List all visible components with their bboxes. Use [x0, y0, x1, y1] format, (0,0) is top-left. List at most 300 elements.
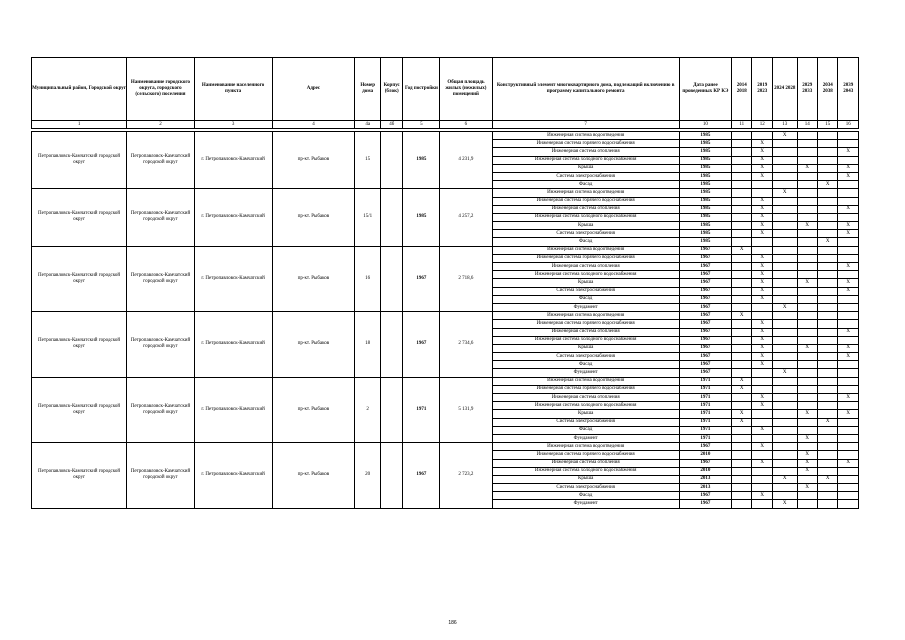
- period-mark-cell: [772, 492, 797, 500]
- settlement-cell: Петропавловск-Камчатский городской округ: [127, 312, 195, 378]
- period-mark-cell: [732, 164, 752, 172]
- block-cell: [380, 377, 403, 443]
- period-mark-cell: X: [752, 394, 772, 402]
- period-mark-cell: [797, 369, 817, 377]
- period-mark-cell: [732, 197, 752, 205]
- table-row: [32, 132, 859, 140]
- column-header: Конструктивный элемент многоквартирного дома, подлежащий включению в программу капитального ремонта: [492, 58, 679, 121]
- period-mark-cell: X: [752, 336, 772, 344]
- period-mark-cell: [817, 213, 837, 221]
- prior-repair-date-cell: 1967: [679, 336, 731, 344]
- element-cell: Фасад: [492, 492, 679, 500]
- period-mark-cell: [838, 140, 859, 148]
- element-cell: Инженерная система водоотведения: [492, 246, 679, 254]
- period-mark-cell: X: [838, 263, 859, 271]
- district-cell: Петропавловск-Камчатский городской округ: [32, 312, 127, 378]
- period-mark-cell: [817, 492, 837, 500]
- period-mark-cell: [772, 156, 797, 164]
- element-cell: Система электроснабжения: [492, 287, 679, 295]
- period-mark-cell: X: [797, 279, 817, 287]
- element-cell: Система электроснабжения: [492, 484, 679, 492]
- period-mark-cell: [838, 312, 859, 320]
- prior-repair-date-cell: 1985: [679, 222, 731, 230]
- address-cell: пр-кт. Рыбаков: [272, 246, 355, 312]
- period-mark-cell: [752, 484, 772, 492]
- period-mark-cell: [732, 287, 752, 295]
- period-mark-cell: [772, 148, 797, 156]
- period-mark-cell: [797, 246, 817, 254]
- page-number: 186: [448, 620, 457, 626]
- period-mark-cell: [838, 336, 859, 344]
- element-cell: Инженерная система горячего водоснабжения: [492, 320, 679, 328]
- prior-repair-date-cell: 1971: [679, 410, 731, 418]
- house-number-cell: 16: [355, 246, 381, 312]
- period-mark-cell: [838, 303, 859, 311]
- period-mark-cell: [772, 181, 797, 189]
- settlement-cell: Петропавловск-Камчатский городской округ: [127, 132, 195, 189]
- period-mark-cell: X: [752, 271, 772, 279]
- period-mark-cell: [732, 467, 752, 475]
- element-cell: Крыша: [492, 344, 679, 352]
- period-mark-cell: [817, 402, 837, 410]
- prior-repair-date-cell: 1985: [679, 164, 731, 172]
- period-mark-cell: [817, 426, 837, 434]
- prior-repair-date-cell: 1967: [679, 353, 731, 361]
- period-mark-cell: X: [752, 222, 772, 230]
- period-mark-cell: [752, 500, 772, 508]
- period-mark-cell: [817, 344, 837, 352]
- prior-repair-date-cell: 2010: [679, 451, 731, 459]
- period-mark-cell: [838, 475, 859, 483]
- period-mark-cell: [817, 434, 837, 442]
- period-mark-cell: X: [838, 394, 859, 402]
- period-mark-cell: X: [817, 181, 837, 189]
- period-mark-cell: [772, 140, 797, 148]
- period-mark-cell: [752, 181, 772, 189]
- prior-repair-date-cell: 1971: [679, 426, 731, 434]
- period-mark-cell: [817, 320, 837, 328]
- prior-repair-date-cell: 1971: [679, 377, 731, 385]
- period-mark-cell: [732, 156, 752, 164]
- period-mark-cell: [752, 246, 772, 254]
- column-header: Год постройки: [403, 58, 440, 121]
- period-mark-cell: X: [817, 475, 837, 483]
- period-mark-cell: [838, 377, 859, 385]
- period-mark-cell: [772, 312, 797, 320]
- period-mark-cell: [732, 271, 752, 279]
- period-mark-cell: X: [752, 279, 772, 287]
- prior-repair-date-cell: 2013: [679, 484, 731, 492]
- element-cell: Инженерная система отопления: [492, 148, 679, 156]
- element-cell: Фасад: [492, 295, 679, 303]
- column-number: 10: [679, 121, 731, 129]
- column-header: 2029 2033: [797, 58, 817, 121]
- period-mark-cell: X: [752, 426, 772, 434]
- column-number: 1: [32, 121, 127, 129]
- period-mark-cell: X: [752, 156, 772, 164]
- period-mark-cell: [817, 295, 837, 303]
- period-mark-cell: [817, 222, 837, 230]
- prior-repair-date-cell: 1985: [679, 205, 731, 213]
- district-cell: Петропавловск-Камчатский городской округ: [32, 246, 127, 312]
- period-mark-cell: X: [772, 189, 797, 197]
- period-mark-cell: X: [838, 410, 859, 418]
- period-mark-cell: X: [752, 361, 772, 369]
- period-mark-cell: [732, 222, 752, 230]
- period-mark-cell: [817, 148, 837, 156]
- period-mark-cell: [752, 418, 772, 426]
- period-mark-cell: [732, 140, 752, 148]
- period-mark-cell: [817, 377, 837, 385]
- prior-repair-date-cell: 1967: [679, 279, 731, 287]
- column-number: 7: [492, 121, 679, 129]
- period-mark-cell: [732, 254, 752, 262]
- locality-cell: г. Петропавловск-Камчатский: [194, 189, 272, 246]
- period-mark-cell: [797, 263, 817, 271]
- locality-cell: г. Петропавловск-Камчатский: [194, 443, 272, 509]
- element-cell: Инженерная система горячего водоснабжения: [492, 197, 679, 205]
- column-number: 15: [817, 121, 837, 129]
- address-cell: пр-кт. Рыбаков: [272, 312, 355, 378]
- table-body: [32, 121, 859, 509]
- period-mark-cell: X: [752, 148, 772, 156]
- district-cell: Петропавловск-Камчатский городской округ: [32, 189, 127, 246]
- period-mark-cell: [838, 361, 859, 369]
- element-cell: Система электроснабжения: [492, 353, 679, 361]
- period-mark-cell: [817, 197, 837, 205]
- period-mark-cell: [797, 132, 817, 140]
- period-mark-cell: X: [838, 164, 859, 172]
- period-mark-cell: [817, 459, 837, 467]
- element-cell: Фундамент: [492, 500, 679, 508]
- prior-repair-date-cell: 1985: [679, 148, 731, 156]
- period-mark-cell: [817, 353, 837, 361]
- prior-repair-date-cell: 1967: [679, 443, 731, 451]
- period-mark-cell: [838, 181, 859, 189]
- prior-repair-date-cell: 1985: [679, 132, 731, 140]
- period-mark-cell: [732, 426, 752, 434]
- element-cell: Крыша: [492, 410, 679, 418]
- block-cell: [380, 312, 403, 378]
- period-mark-cell: [817, 189, 837, 197]
- period-mark-cell: [797, 312, 817, 320]
- column-header: 2034 2038: [817, 58, 837, 121]
- period-mark-cell: [817, 467, 837, 475]
- prior-repair-date-cell: 1967: [679, 328, 731, 336]
- period-mark-cell: [772, 172, 797, 180]
- period-mark-cell: [838, 418, 859, 426]
- period-mark-cell: [732, 394, 752, 402]
- column-number: 4: [272, 121, 355, 129]
- period-mark-cell: X: [732, 385, 752, 393]
- area-cell: 4 231,9: [440, 132, 492, 189]
- prior-repair-date-cell: 1967: [679, 459, 731, 467]
- period-mark-cell: [817, 451, 837, 459]
- table-row: [32, 443, 859, 451]
- element-cell: Фундамент: [492, 369, 679, 377]
- period-mark-cell: [797, 181, 817, 189]
- period-mark-cell: [732, 451, 752, 459]
- period-mark-cell: [838, 434, 859, 442]
- prior-repair-date-cell: 1967: [679, 295, 731, 303]
- period-mark-cell: X: [732, 246, 752, 254]
- period-mark-cell: [797, 377, 817, 385]
- period-mark-cell: X: [817, 418, 837, 426]
- element-cell: Фасад: [492, 238, 679, 246]
- period-mark-cell: [838, 271, 859, 279]
- locality-cell: г. Петропавловск-Камчатский: [194, 132, 272, 189]
- column-number: 2: [127, 121, 195, 129]
- element-cell: Фасад: [492, 426, 679, 434]
- period-mark-cell: [797, 205, 817, 213]
- prior-repair-date-cell: 1967: [679, 271, 731, 279]
- column-number: 13: [772, 121, 797, 129]
- period-mark-cell: X: [838, 287, 859, 295]
- period-mark-cell: [732, 263, 752, 271]
- prior-repair-date-cell: 1967: [679, 263, 731, 271]
- prior-repair-date-cell: 1967: [679, 287, 731, 295]
- area-cell: 4 257,2: [440, 189, 492, 246]
- build-year-cell: 1985: [403, 132, 440, 189]
- locality-cell: г. Петропавловск-Камчатский: [194, 377, 272, 443]
- period-mark-cell: [838, 197, 859, 205]
- address-cell: пр-кт. Рыбаков: [272, 189, 355, 246]
- period-mark-cell: X: [838, 279, 859, 287]
- column-header: Дата ранее проведенных КР КЭ: [679, 58, 731, 121]
- element-cell: Система электроснабжения: [492, 418, 679, 426]
- period-mark-cell: [732, 443, 752, 451]
- period-mark-cell: X: [732, 418, 752, 426]
- period-mark-cell: [838, 132, 859, 140]
- prior-repair-date-cell: 2013: [679, 475, 731, 483]
- period-mark-cell: X: [838, 222, 859, 230]
- locality-cell: г. Петропавловск-Камчатский: [194, 246, 272, 312]
- block-cell: [380, 443, 403, 509]
- block-cell: [380, 246, 403, 312]
- period-mark-cell: [838, 246, 859, 254]
- period-mark-cell: [817, 156, 837, 164]
- element-cell: Инженерная система отопления: [492, 328, 679, 336]
- period-mark-cell: X: [752, 172, 772, 180]
- address-cell: пр-кт. Рыбаков: [272, 443, 355, 509]
- period-mark-cell: X: [838, 344, 859, 352]
- period-mark-cell: [772, 484, 797, 492]
- address-cell: пр-кт. Рыбаков: [272, 132, 355, 189]
- period-mark-cell: [838, 385, 859, 393]
- period-mark-cell: [817, 279, 837, 287]
- prior-repair-date-cell: 1985: [679, 230, 731, 238]
- period-mark-cell: X: [752, 213, 772, 221]
- period-mark-cell: [838, 320, 859, 328]
- column-header: Корпус (блок): [380, 58, 403, 121]
- period-mark-cell: [732, 213, 752, 221]
- element-cell: Инженерная система холодного водоснабжения: [492, 156, 679, 164]
- period-mark-cell: X: [838, 172, 859, 180]
- period-mark-cell: [817, 500, 837, 508]
- period-mark-cell: [817, 230, 837, 238]
- period-mark-cell: [797, 303, 817, 311]
- period-mark-cell: [772, 385, 797, 393]
- period-mark-cell: [752, 434, 772, 442]
- period-mark-cell: [732, 189, 752, 197]
- period-mark-cell: [752, 451, 772, 459]
- period-mark-cell: [772, 434, 797, 442]
- period-mark-cell: [732, 181, 752, 189]
- period-mark-cell: X: [752, 492, 772, 500]
- period-mark-cell: X: [797, 164, 817, 172]
- period-mark-cell: [797, 336, 817, 344]
- prior-repair-date-cell: 1985: [679, 197, 731, 205]
- period-mark-cell: [797, 426, 817, 434]
- period-mark-cell: [797, 353, 817, 361]
- period-mark-cell: [732, 328, 752, 336]
- period-mark-cell: [772, 361, 797, 369]
- element-cell: Инженерная система холодного водоснабжения: [492, 467, 679, 475]
- period-mark-cell: [772, 410, 797, 418]
- column-number: 3: [194, 121, 272, 129]
- period-mark-cell: [797, 394, 817, 402]
- table-row: [32, 377, 859, 385]
- period-mark-cell: [732, 303, 752, 311]
- period-mark-cell: [732, 132, 752, 140]
- element-cell: Крыша: [492, 222, 679, 230]
- period-mark-cell: X: [752, 328, 772, 336]
- settlement-cell: Петропавловск-Камчатский городской округ: [127, 189, 195, 246]
- period-mark-cell: [772, 320, 797, 328]
- period-mark-cell: [732, 279, 752, 287]
- period-mark-cell: [817, 287, 837, 295]
- period-mark-cell: X: [838, 205, 859, 213]
- period-mark-cell: [772, 394, 797, 402]
- period-mark-cell: [732, 295, 752, 303]
- period-mark-cell: X: [772, 475, 797, 483]
- period-mark-cell: X: [797, 467, 817, 475]
- district-cell: Петропавловск-Камчатский городской округ: [32, 377, 127, 443]
- period-mark-cell: X: [752, 197, 772, 205]
- period-mark-cell: [817, 443, 837, 451]
- period-mark-cell: [797, 475, 817, 483]
- column-number: 11: [732, 121, 752, 129]
- period-mark-cell: X: [752, 344, 772, 352]
- period-mark-cell: [838, 484, 859, 492]
- prior-repair-date-cell: 1971: [679, 418, 731, 426]
- period-mark-cell: [838, 492, 859, 500]
- period-mark-cell: X: [797, 434, 817, 442]
- prior-repair-date-cell: 1971: [679, 402, 731, 410]
- period-mark-cell: [797, 500, 817, 508]
- element-cell: Инженерная система отопления: [492, 205, 679, 213]
- prior-repair-date-cell: 1985: [679, 172, 731, 180]
- prior-repair-date-cell: 1971: [679, 434, 731, 442]
- column-header: Наименование городского округа, городского (сельского) поселения: [127, 58, 195, 121]
- period-mark-cell: [817, 164, 837, 172]
- period-mark-cell: [772, 205, 797, 213]
- period-mark-cell: [772, 328, 797, 336]
- build-year-cell: 1967: [403, 246, 440, 312]
- period-mark-cell: [732, 172, 752, 180]
- period-mark-cell: [772, 197, 797, 205]
- column-header: Общая площадь жилых (нежилых) помещений: [440, 58, 492, 121]
- period-mark-cell: [772, 263, 797, 271]
- prior-repair-date-cell: 1985: [679, 238, 731, 246]
- element-cell: Инженерная система горячего водоснабжения: [492, 254, 679, 262]
- period-mark-cell: X: [797, 484, 817, 492]
- period-mark-cell: [797, 213, 817, 221]
- period-mark-cell: [817, 303, 837, 311]
- program-table: [31, 57, 859, 509]
- period-mark-cell: [797, 328, 817, 336]
- period-mark-cell: X: [772, 500, 797, 508]
- period-mark-cell: [838, 467, 859, 475]
- period-mark-cell: [817, 172, 837, 180]
- settlement-cell: Петропавловск-Камчатский городской округ: [127, 246, 195, 312]
- period-mark-cell: [797, 271, 817, 279]
- prior-repair-date-cell: 1985: [679, 140, 731, 148]
- element-cell: Инженерная система водоотведения: [492, 377, 679, 385]
- column-header: Номер дома: [355, 58, 381, 121]
- settlement-cell: Петропавловск-Камчатский городской округ: [127, 443, 195, 509]
- element-cell: Инженерная система холодного водоснабжения: [492, 402, 679, 410]
- period-mark-cell: [752, 385, 772, 393]
- period-mark-cell: [838, 295, 859, 303]
- period-mark-cell: [797, 230, 817, 238]
- period-mark-cell: [732, 148, 752, 156]
- period-mark-cell: [752, 238, 772, 246]
- column-number-row: [32, 121, 859, 129]
- element-cell: Система электроснабжения: [492, 172, 679, 180]
- period-mark-cell: [817, 246, 837, 254]
- period-mark-cell: X: [752, 459, 772, 467]
- block-cell: [380, 189, 403, 246]
- element-cell: Крыша: [492, 164, 679, 172]
- period-mark-cell: [797, 492, 817, 500]
- element-cell: Крыша: [492, 279, 679, 287]
- element-cell: Инженерная система отопления: [492, 263, 679, 271]
- period-mark-cell: X: [752, 164, 772, 172]
- period-mark-cell: [732, 344, 752, 352]
- prior-repair-date-cell: 1967: [679, 369, 731, 377]
- prior-repair-date-cell: 1985: [679, 213, 731, 221]
- prior-repair-date-cell: 1967: [679, 361, 731, 369]
- period-mark-cell: [817, 394, 837, 402]
- period-mark-cell: [732, 353, 752, 361]
- prior-repair-date-cell: 1967: [679, 303, 731, 311]
- column-number: 4а: [355, 121, 381, 129]
- period-mark-cell: [772, 246, 797, 254]
- period-mark-cell: [817, 205, 837, 213]
- period-mark-cell: [732, 475, 752, 483]
- period-mark-cell: [838, 213, 859, 221]
- period-mark-cell: [772, 230, 797, 238]
- house-number-cell: 2: [355, 377, 381, 443]
- period-mark-cell: X: [797, 410, 817, 418]
- period-mark-cell: X: [797, 344, 817, 352]
- period-mark-cell: X: [752, 320, 772, 328]
- element-cell: Инженерная система водоотведения: [492, 443, 679, 451]
- period-mark-cell: [752, 475, 772, 483]
- period-mark-cell: X: [838, 328, 859, 336]
- period-mark-cell: [817, 328, 837, 336]
- period-mark-cell: [797, 418, 817, 426]
- period-mark-cell: [797, 443, 817, 451]
- prior-repair-date-cell: 1967: [679, 492, 731, 500]
- period-mark-cell: [817, 410, 837, 418]
- period-mark-cell: [838, 426, 859, 434]
- element-cell: Инженерная система холодного водоснабжения: [492, 336, 679, 344]
- period-mark-cell: X: [772, 303, 797, 311]
- period-mark-cell: [838, 189, 859, 197]
- period-mark-cell: [817, 140, 837, 148]
